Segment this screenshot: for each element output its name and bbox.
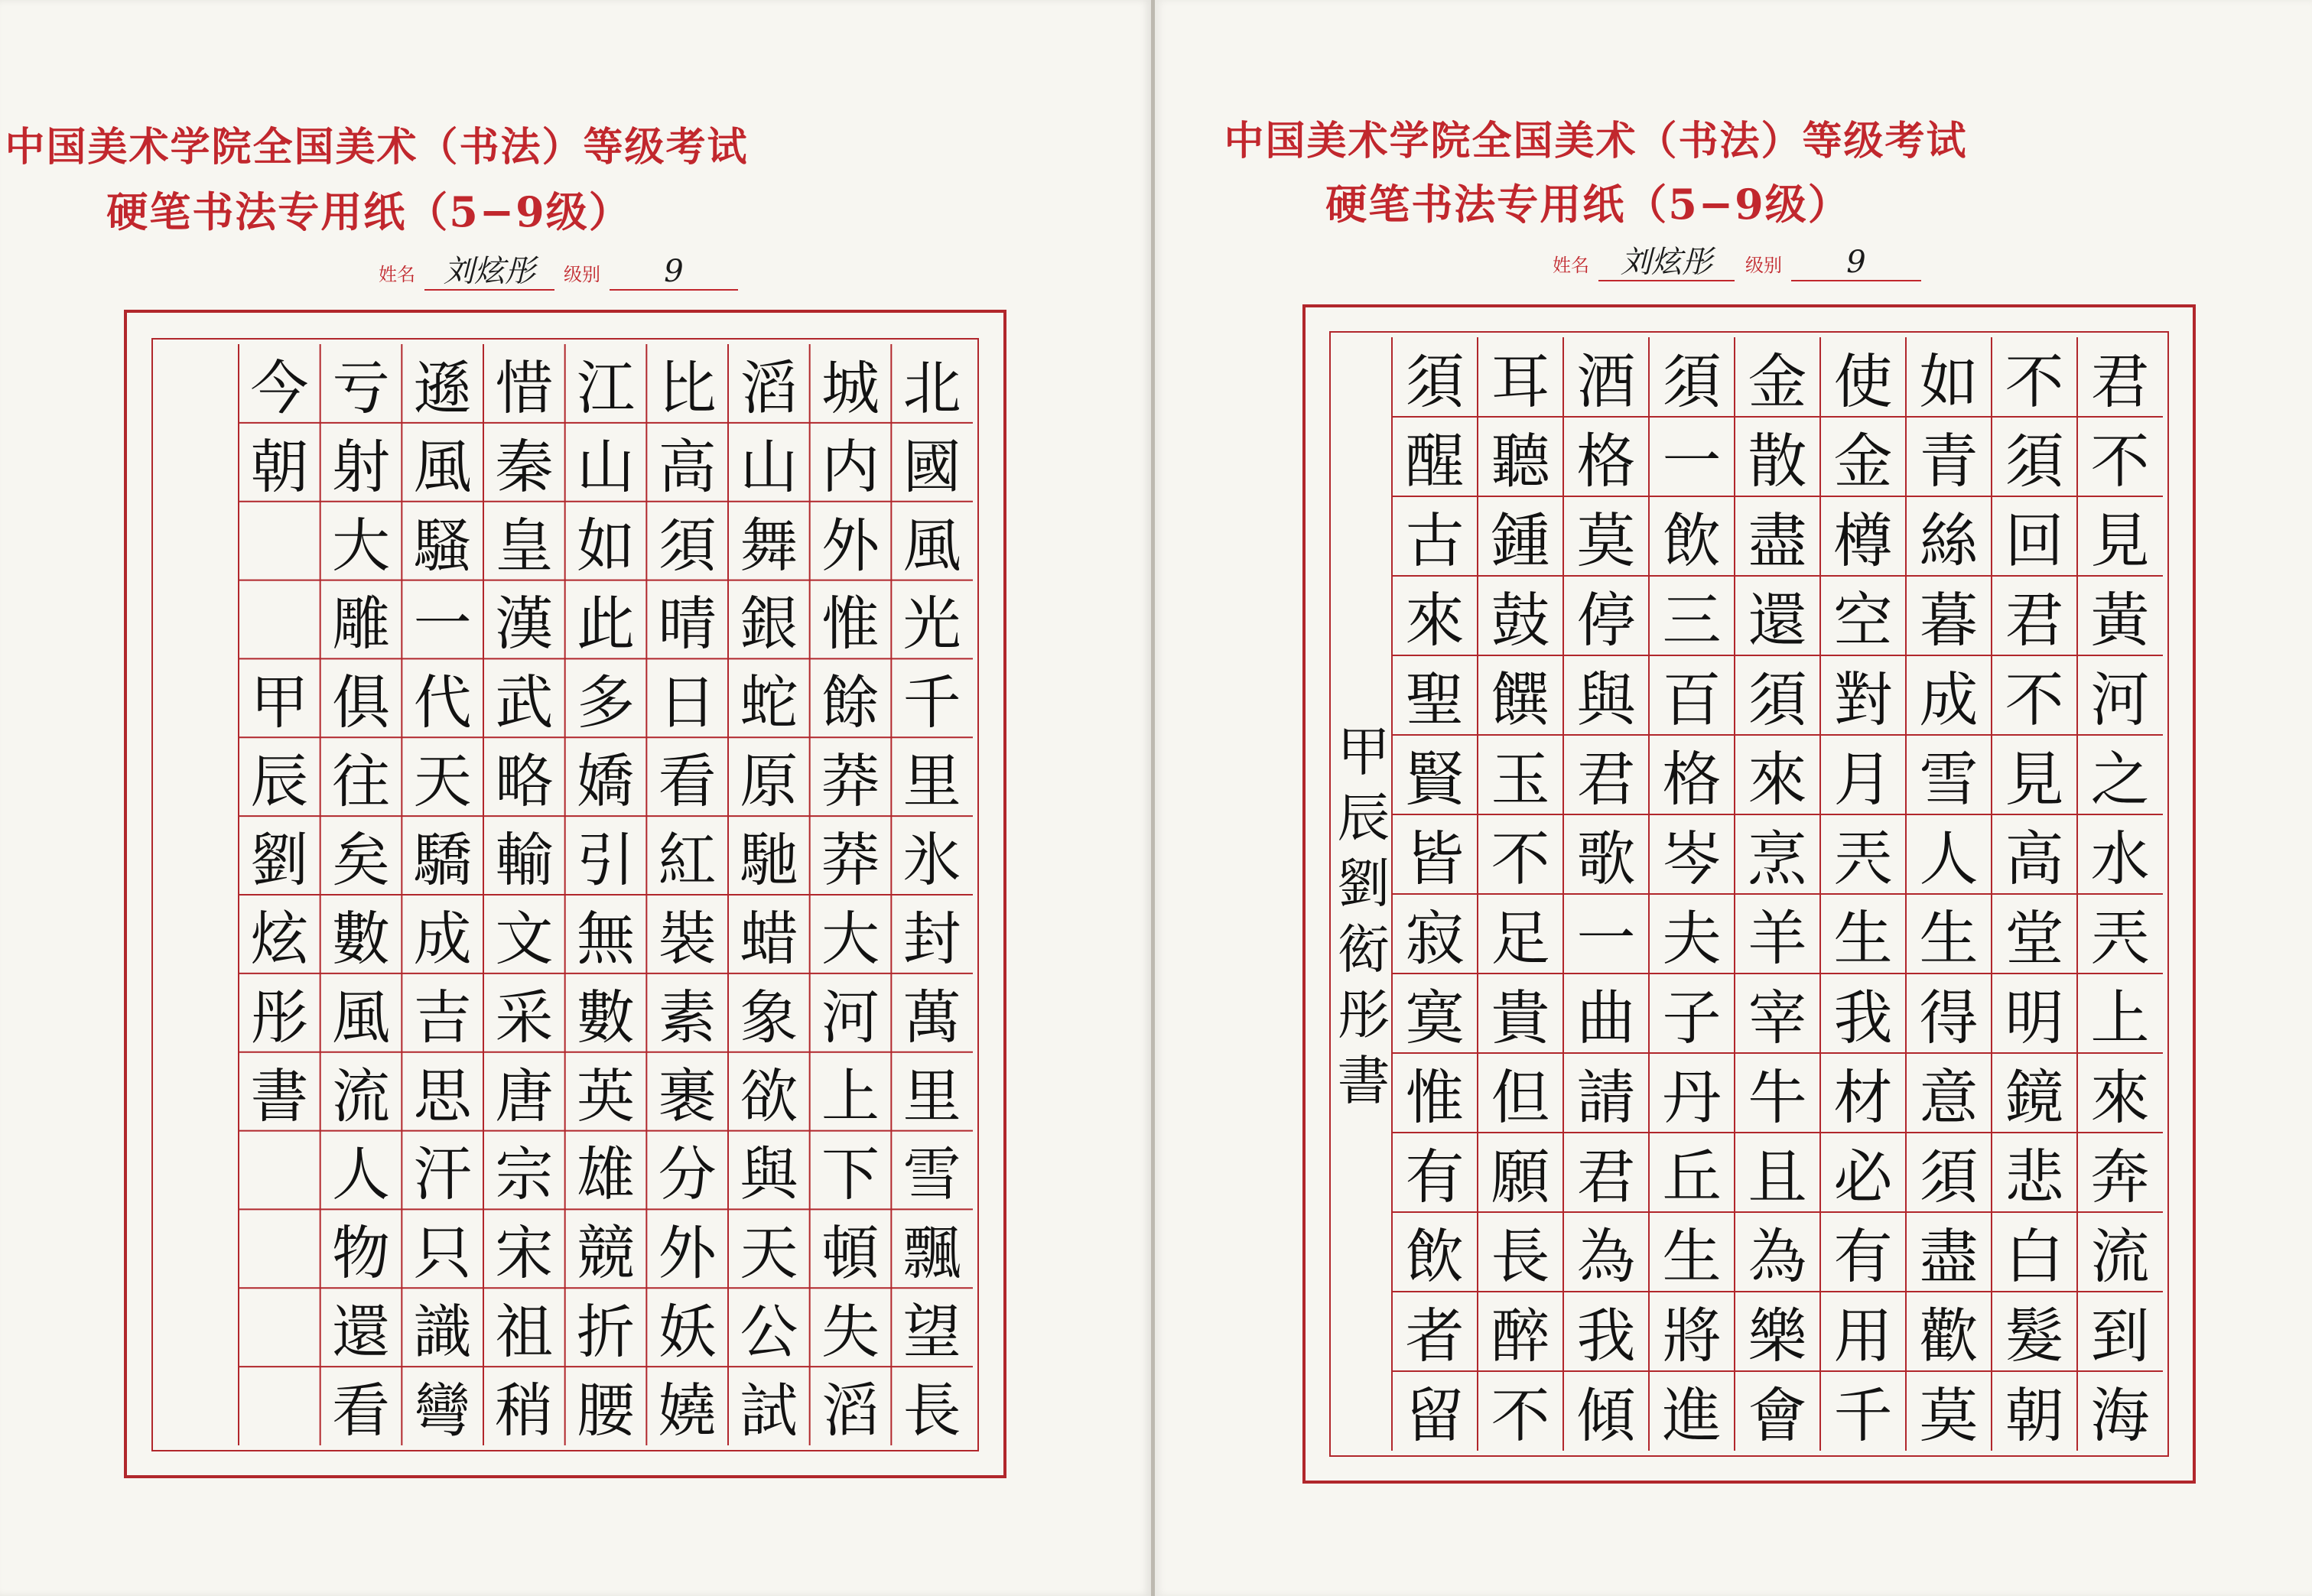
char-cell: 青 (1919, 427, 1979, 496)
char-cell: 金 (1833, 427, 1893, 496)
name-value: 刘炫彤 (424, 254, 554, 291)
char-cell: 歌 (1576, 825, 1636, 894)
char-cell: 滔 (740, 353, 798, 422)
signature-char: 書 (250, 1061, 309, 1130)
char-cell: 酒 (1576, 348, 1636, 417)
char-cell: 鼓 (1491, 587, 1550, 655)
char-cell: 千 (1833, 1382, 1893, 1451)
char-cell: 大 (821, 904, 880, 973)
char-cell: 莽 (821, 826, 880, 895)
char-cell: 今 (250, 353, 309, 422)
char-cell: 英 (576, 1061, 635, 1130)
char-cell: 分 (658, 1140, 717, 1209)
char-cell: 一 (1662, 427, 1722, 496)
char-cell: 用 (1833, 1302, 1893, 1371)
char-cell: 留 (1405, 1382, 1465, 1451)
char-cell: 之 (2090, 746, 2150, 814)
signature-char: 炫 (250, 904, 309, 973)
signature-char: 劉 (250, 826, 309, 895)
char-cell: 流 (2090, 1223, 2150, 1292)
char-cell: 蛇 (740, 668, 798, 737)
char-cell: 腰 (576, 1377, 635, 1445)
signature-char: 辰 (250, 747, 309, 816)
char-cell: 請 (1576, 1064, 1636, 1133)
right-sheet (1155, 0, 2312, 1596)
char-cell: 秦 (495, 432, 554, 501)
char-cell: 彎 (413, 1377, 472, 1445)
char-cell: 象 (740, 983, 798, 1052)
char-cell: 雪 (902, 1140, 961, 1209)
student-info (1553, 243, 1950, 281)
char-cell: 物 (331, 1219, 390, 1288)
char-cell: 如 (1919, 348, 1979, 417)
char-cell: 賢 (1405, 746, 1465, 814)
char-cell: 封 (902, 904, 961, 973)
paper-subtitle: 硬笔书法专用纸（5−9级） (106, 187, 632, 236)
char-cell: 雕 (331, 590, 390, 658)
char-cell: 失 (821, 1298, 880, 1367)
char-cell: 不 (2005, 348, 2064, 417)
char-cell: 競 (576, 1219, 635, 1288)
char-cell: 皇 (495, 511, 554, 580)
char-cell: 識 (413, 1298, 472, 1367)
char-cell: 銀 (740, 590, 798, 658)
writing-grid (158, 344, 973, 1445)
char-cell: 為 (1748, 1223, 1807, 1292)
signature-char: 甲 (1337, 722, 1390, 783)
char-cell: 但 (1491, 1064, 1550, 1133)
char-cell: 文 (495, 904, 554, 973)
char-cell: 海 (2090, 1382, 2150, 1451)
char-cell: 萬 (902, 983, 961, 1052)
char-cell: 千 (902, 668, 961, 737)
char-cell: 兲 (1833, 825, 1893, 894)
char-cell: 樽 (1833, 507, 1893, 576)
char-cell: 意 (1919, 1064, 1979, 1133)
char-cell: 俱 (331, 668, 390, 737)
char-cell: 看 (331, 1377, 390, 1445)
char-cell: 莽 (821, 747, 880, 816)
char-cell: 輸 (495, 826, 554, 895)
exam-title: 中国美术学院全国美术（书法）等级考试 (5, 124, 749, 171)
char-cell: 醉 (1491, 1302, 1550, 1371)
char-cell: 天 (740, 1219, 798, 1288)
char-cell: 妖 (658, 1298, 717, 1367)
char-cell: 無 (576, 904, 635, 973)
char-cell: 須 (1405, 348, 1465, 417)
writing-grid (1335, 337, 2163, 1451)
char-cell: 吉 (413, 983, 472, 1052)
char-cell: 宋 (495, 1219, 554, 1288)
exam-title: 中国美术学院全国美术（书法）等级考试 (1224, 118, 1968, 164)
signature-char: 彤 (250, 983, 309, 1052)
char-cell: 山 (740, 432, 798, 501)
char-cell: 里 (902, 747, 961, 816)
char-cell: 願 (1491, 1143, 1550, 1212)
char-cell: 城 (821, 353, 880, 422)
char-cell: 河 (821, 983, 880, 1052)
char-cell: 往 (331, 747, 390, 816)
char-cell: 只 (413, 1219, 472, 1288)
char-cell: 成 (413, 904, 472, 973)
signature-char: 辰 (1337, 788, 1390, 849)
paper-subtitle: 硬笔书法专用纸（5−9级） (1325, 180, 1851, 229)
char-cell: 長 (1491, 1223, 1550, 1292)
char-cell: 采 (495, 983, 554, 1052)
char-cell: 晴 (658, 590, 717, 658)
char-cell: 聖 (1405, 666, 1465, 735)
char-cell: 日 (658, 668, 717, 737)
char-cell: 内 (821, 432, 880, 501)
char-cell: 我 (1576, 1302, 1636, 1371)
char-cell: 君 (1576, 746, 1636, 814)
char-cell: 見 (2090, 507, 2150, 576)
char-cell: 會 (1748, 1382, 1807, 1451)
char-cell: 江 (576, 353, 635, 422)
level-value: 9 (1791, 245, 1921, 281)
char-cell: 寂 (1405, 905, 1465, 974)
char-cell: 使 (1833, 348, 1893, 417)
char-cell: 生 (1919, 905, 1979, 974)
char-cell: 必 (1833, 1143, 1893, 1212)
char-cell: 莫 (1576, 507, 1636, 576)
signature-char: 書 (1337, 1051, 1390, 1112)
char-cell: 須 (1919, 1143, 1979, 1212)
char-cell: 玉 (1491, 746, 1550, 814)
char-cell: 氷 (902, 826, 961, 895)
char-cell: 裝 (658, 904, 717, 973)
char-cell: 黃 (2090, 587, 2150, 655)
char-cell: 鍾 (1491, 507, 1550, 576)
char-cell: 皆 (1405, 825, 1465, 894)
char-cell: 唐 (495, 1061, 554, 1130)
char-cell: 公 (740, 1298, 798, 1367)
char-cell: 裹 (658, 1061, 717, 1130)
char-cell: 貴 (1491, 984, 1550, 1053)
char-cell: 奔 (2090, 1143, 2150, 1212)
char-cell: 舞 (740, 511, 798, 580)
char-cell: 生 (1833, 905, 1893, 974)
char-cell: 如 (576, 511, 635, 580)
char-cell: 上 (2090, 984, 2150, 1053)
char-cell: 還 (1748, 587, 1807, 655)
char-cell: 蜡 (740, 904, 798, 973)
char-cell: 到 (2090, 1302, 2150, 1371)
char-cell: 悲 (2005, 1143, 2064, 1212)
char-cell: 風 (331, 983, 390, 1052)
char-cell: 曲 (1576, 984, 1636, 1053)
char-cell: 君 (2005, 587, 2064, 655)
char-cell: 矣 (331, 826, 390, 895)
char-cell: 風 (413, 432, 472, 501)
char-cell: 來 (2090, 1064, 2150, 1133)
char-cell: 射 (331, 432, 390, 501)
student-info (379, 252, 761, 291)
char-cell: 風 (902, 511, 961, 580)
char-cell: 須 (658, 511, 717, 580)
char-cell: 丘 (1662, 1143, 1722, 1212)
char-cell: 上 (821, 1061, 880, 1130)
char-cell: 百 (1662, 666, 1722, 735)
char-cell: 頓 (821, 1219, 880, 1288)
char-cell: 一 (1576, 905, 1636, 974)
char-cell: 不 (2005, 666, 2064, 735)
char-cell: 材 (1833, 1064, 1893, 1133)
char-cell: 格 (1576, 427, 1636, 496)
char-cell: 堂 (2005, 905, 2064, 974)
char-cell: 人 (1919, 825, 1979, 894)
char-cell: 欲 (740, 1061, 798, 1130)
char-cell: 河 (2090, 666, 2150, 735)
char-cell: 驕 (413, 826, 472, 895)
char-cell: 朝 (250, 432, 309, 501)
char-cell: 須 (1748, 666, 1807, 735)
char-cell: 飲 (1662, 507, 1722, 576)
char-cell: 不 (1491, 825, 1550, 894)
char-cell: 長 (902, 1377, 961, 1445)
char-cell: 此 (576, 590, 635, 658)
char-cell: 略 (495, 747, 554, 816)
char-cell: 與 (1576, 666, 1636, 735)
char-cell: 折 (576, 1298, 635, 1367)
signature-char: 甲 (250, 668, 309, 737)
char-cell: 外 (658, 1219, 717, 1288)
char-cell: 不 (1491, 1382, 1550, 1451)
char-cell: 外 (821, 511, 880, 580)
char-cell: 寞 (1405, 984, 1465, 1053)
char-cell: 高 (2005, 825, 2064, 894)
char-cell: 比 (658, 353, 717, 422)
char-cell: 稍 (495, 1377, 554, 1445)
char-cell: 停 (1576, 587, 1636, 655)
level-value: 9 (610, 254, 738, 291)
char-cell: 有 (1833, 1223, 1893, 1292)
char-cell: 月 (1833, 746, 1893, 814)
char-cell: 天 (413, 747, 472, 816)
char-cell: 亏 (331, 353, 390, 422)
char-cell: 鏡 (2005, 1064, 2064, 1133)
char-cell: 滔 (821, 1377, 880, 1445)
char-cell: 羊 (1748, 905, 1807, 974)
char-cell: 飄 (902, 1219, 961, 1288)
char-cell: 傾 (1576, 1382, 1636, 1451)
char-cell: 國 (902, 432, 961, 501)
char-cell: 岑 (1662, 825, 1722, 894)
name-label: 姓名 (1553, 255, 1589, 276)
char-cell: 子 (1662, 984, 1722, 1053)
char-cell: 將 (1662, 1302, 1722, 1371)
char-cell: 祖 (495, 1298, 554, 1367)
char-cell: 丹 (1662, 1064, 1722, 1133)
char-cell: 樂 (1748, 1302, 1807, 1371)
char-cell: 烹 (1748, 825, 1807, 894)
char-cell: 騷 (413, 511, 472, 580)
char-cell: 汗 (413, 1140, 472, 1209)
char-cell: 盡 (1748, 507, 1807, 576)
char-cell: 空 (1833, 587, 1893, 655)
char-cell: 金 (1748, 348, 1807, 417)
char-cell: 嬌 (576, 747, 635, 816)
char-cell: 君 (1576, 1143, 1636, 1212)
char-cell: 代 (413, 668, 472, 737)
char-cell: 不 (2090, 427, 2150, 496)
signature-char: 衒 (1337, 919, 1390, 980)
char-cell: 見 (2005, 746, 2064, 814)
char-cell: 夫 (1662, 905, 1722, 974)
char-cell: 遜 (413, 353, 472, 422)
char-cell: 明 (2005, 984, 2064, 1053)
level-label: 级别 (1745, 255, 1782, 276)
char-cell: 醒 (1405, 427, 1465, 496)
char-cell: 原 (740, 747, 798, 816)
char-cell: 望 (902, 1298, 961, 1367)
char-cell: 里 (902, 1061, 961, 1130)
char-cell: 髮 (2005, 1302, 2064, 1371)
char-cell: 水 (2090, 825, 2150, 894)
char-cell: 聽 (1491, 427, 1550, 496)
char-cell: 我 (1833, 984, 1893, 1053)
char-cell: 饌 (1491, 666, 1550, 735)
char-cell: 飲 (1405, 1223, 1465, 1292)
char-cell: 惟 (821, 590, 880, 658)
char-cell: 君 (2090, 348, 2150, 417)
char-cell: 引 (576, 826, 635, 895)
char-cell: 來 (1748, 746, 1807, 814)
char-cell: 惟 (1405, 1064, 1465, 1133)
char-cell: 朝 (2005, 1382, 2064, 1451)
level-label: 级别 (564, 264, 600, 285)
char-cell: 耳 (1491, 348, 1550, 417)
char-cell: 雄 (576, 1140, 635, 1209)
char-cell: 武 (495, 668, 554, 737)
char-cell: 素 (658, 983, 717, 1052)
char-cell: 進 (1662, 1382, 1722, 1451)
char-cell: 須 (2005, 427, 2064, 496)
char-cell: 來 (1405, 587, 1465, 655)
char-cell: 數 (576, 983, 635, 1052)
char-cell: 者 (1405, 1302, 1465, 1371)
char-cell: 為 (1576, 1223, 1636, 1292)
char-cell: 與 (740, 1140, 798, 1209)
char-cell: 光 (902, 590, 961, 658)
char-cell: 宗 (495, 1140, 554, 1209)
char-cell: 還 (331, 1298, 390, 1367)
char-cell: 流 (331, 1061, 390, 1130)
signature-char: 劉 (1337, 853, 1390, 915)
char-cell: 紅 (658, 826, 717, 895)
char-cell: 有 (1405, 1143, 1465, 1212)
char-cell: 回 (2005, 507, 2064, 576)
char-cell: 暮 (1919, 587, 1979, 655)
char-cell: 古 (1405, 507, 1465, 576)
char-cell: 高 (658, 432, 717, 501)
char-cell: 下 (821, 1140, 880, 1209)
char-cell: 對 (1833, 666, 1893, 735)
char-cell: 馳 (740, 826, 798, 895)
char-cell: 足 (1491, 905, 1550, 974)
char-cell: 北 (902, 353, 961, 422)
char-cell: 山 (576, 432, 635, 501)
char-cell: 成 (1919, 666, 1979, 735)
char-cell: 得 (1919, 984, 1979, 1053)
char-cell: 嬈 (658, 1377, 717, 1445)
left-sheet (0, 0, 1151, 1596)
char-cell: 兲 (2090, 905, 2150, 974)
char-cell: 牛 (1748, 1064, 1807, 1133)
char-cell: 漢 (495, 590, 554, 658)
char-cell: 大 (331, 511, 390, 580)
char-cell: 白 (2005, 1223, 2064, 1292)
signature-char: 彤 (1337, 985, 1390, 1046)
name-value: 刘炫彤 (1598, 245, 1735, 281)
char-cell: 一 (413, 590, 472, 658)
char-cell: 格 (1662, 746, 1722, 814)
char-cell: 惜 (495, 353, 554, 422)
char-cell: 餘 (821, 668, 880, 737)
char-cell: 試 (740, 1377, 798, 1445)
char-cell: 宰 (1748, 984, 1807, 1053)
char-cell: 須 (1662, 348, 1722, 417)
char-cell: 人 (331, 1140, 390, 1209)
char-cell: 雪 (1919, 746, 1979, 814)
char-cell: 多 (576, 668, 635, 737)
char-cell: 且 (1748, 1143, 1807, 1212)
char-cell: 絲 (1919, 507, 1979, 576)
name-label: 姓名 (379, 264, 415, 285)
char-cell: 三 (1662, 587, 1722, 655)
char-cell: 看 (658, 747, 717, 816)
char-cell: 數 (331, 904, 390, 973)
char-cell: 思 (413, 1061, 472, 1130)
signature-column (1335, 720, 1392, 1114)
char-cell: 莫 (1919, 1382, 1979, 1451)
char-cell: 歡 (1919, 1302, 1979, 1371)
char-cell: 散 (1748, 427, 1807, 496)
char-cell: 生 (1662, 1223, 1722, 1292)
char-cell: 盡 (1919, 1223, 1979, 1292)
